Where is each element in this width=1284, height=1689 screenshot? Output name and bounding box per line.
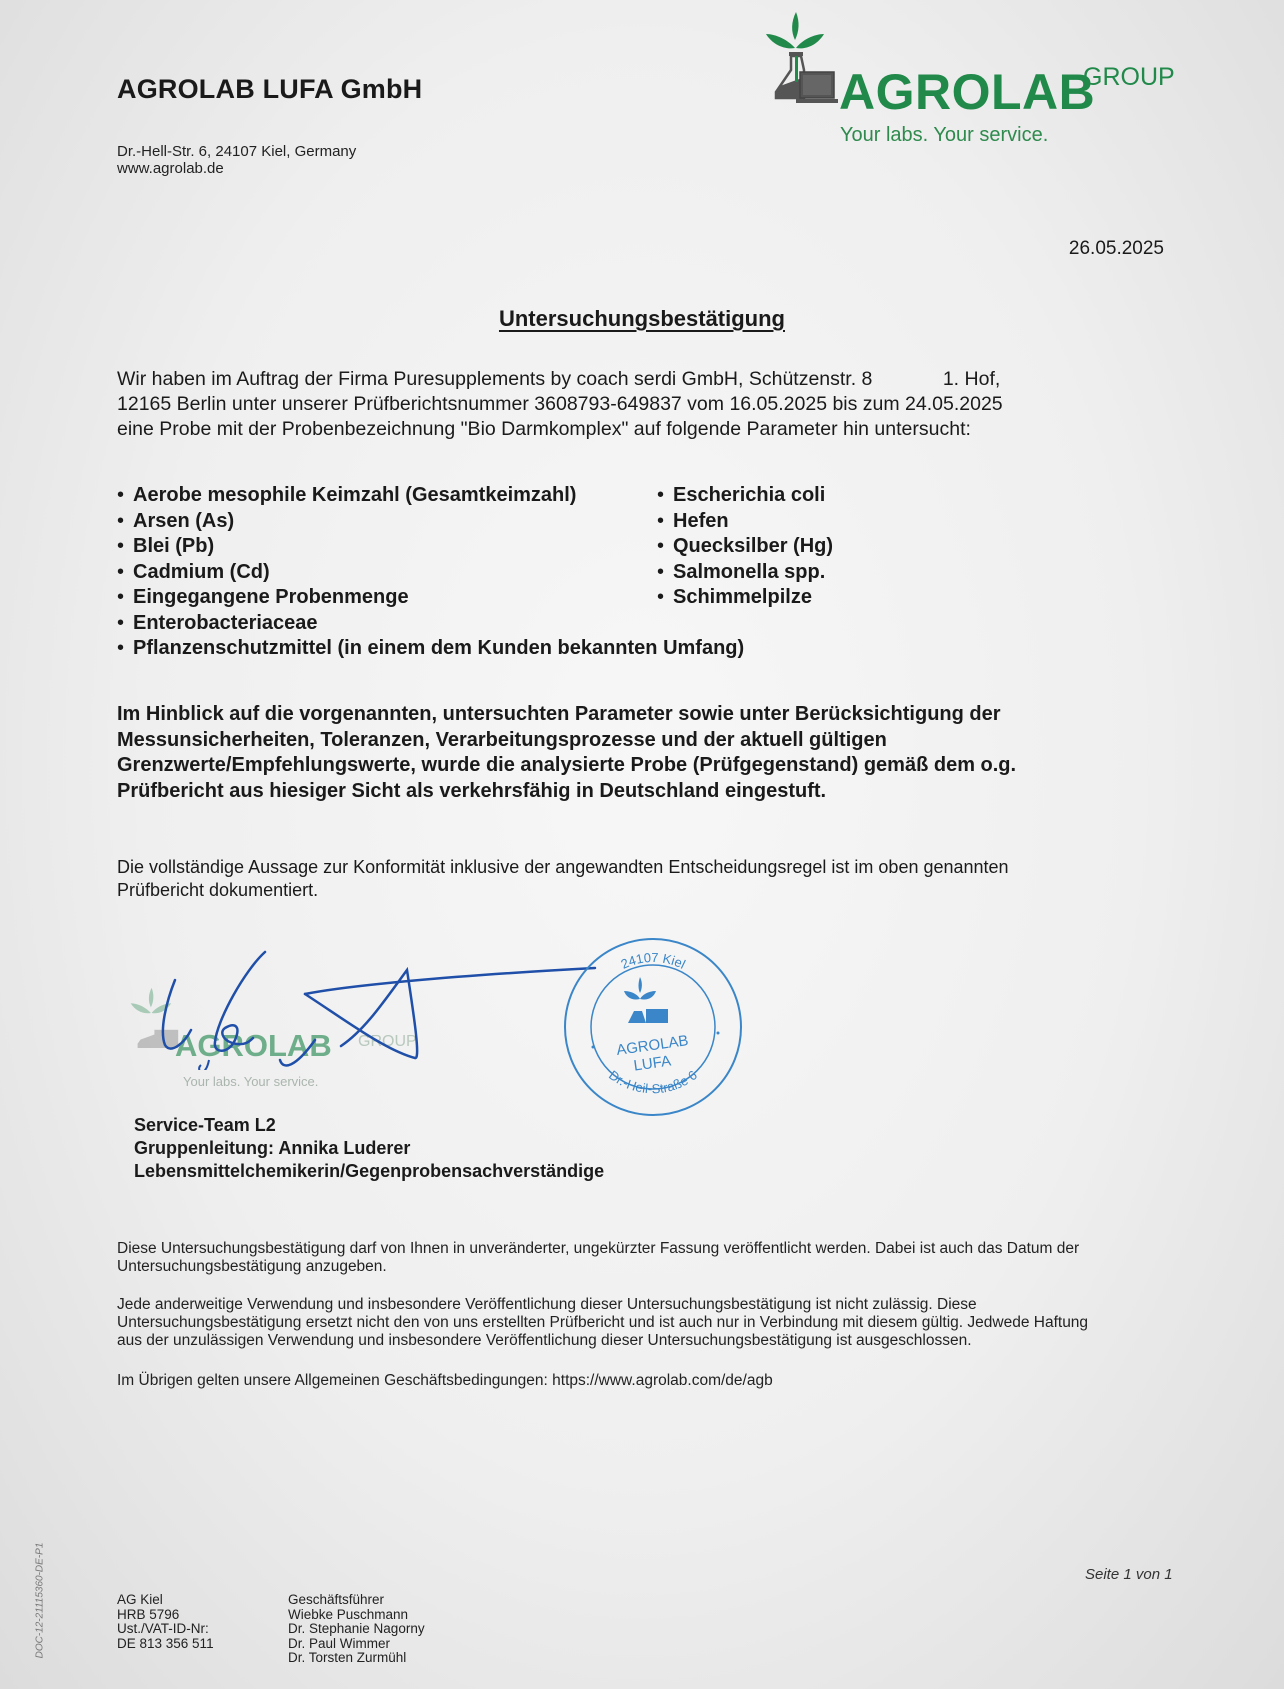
parameter-item <box>117 585 677 611</box>
stamp-top-text: 24107 Kiel <box>618 949 688 972</box>
usage-restriction-note <box>117 1296 1177 1350</box>
address-line: Dr.-Hell-Str. 6, 24107 Kiel, Germany <box>117 143 357 160</box>
signer-name: Gruppenleitung: Annika Luderer <box>134 1138 411 1158</box>
conformity-line: Prüfbericht dokumentiert. <box>117 880 319 900</box>
director-name: Dr. Torsten Zurmühl <box>288 1650 407 1665</box>
registry-line: HRB 5796 <box>117 1606 180 1622</box>
parameter-label: Quecksilber (Hg) <box>673 535 834 557</box>
director-name: Dr. Paul Wimmer <box>288 1635 391 1651</box>
bullet-icon: • <box>117 509 125 532</box>
fine-print-line: Untersuchungsbestätigung ersetzt nicht den von uns erstellten Prüfbericht und ist auch nur in Verbindung mit diesem gültig. Jedwede Haftung <box>117 1314 1089 1331</box>
parameter-label: Cadmium (Cd) <box>133 560 270 583</box>
handwritten-signature <box>145 950 605 1070</box>
parameter-item <box>117 509 677 535</box>
parameter-item <box>657 483 1017 509</box>
fine-print-line: aus der unzulässigen Verwendung und insbesondere Veröffentlichung dieser Untersuchungsbestätigung ist ausgeschlossen. <box>117 1332 972 1349</box>
parameter-label: Schimmelpilze <box>673 586 812 608</box>
bullet-icon: • <box>657 586 665 608</box>
stamp-center-line2: LUFA <box>632 1052 673 1075</box>
svg-text:24107 Kiel <box>618 950 687 972</box>
parameter-item <box>657 509 1017 535</box>
registry-line: Ust./VAT-ID-Nr: <box>117 1621 209 1636</box>
intro-line: eine Probe mit der Probenbezeichnung "Bio Darmkomplex" auf folgende Parameter hin untersucht: <box>117 418 971 440</box>
conclusion-line: Prüfbericht aus hiesiger Sicht als verkehrsfähig in Deutschland eingestuft. <box>117 779 827 802</box>
parameter-label: Eingegangene Probenmenge <box>133 586 409 608</box>
parameter-item <box>657 534 1017 560</box>
bullet-icon: • <box>657 509 665 532</box>
parameter-label: Arsen (As) <box>133 509 235 532</box>
bullet-icon: • <box>117 637 125 659</box>
directors-heading: Geschäftsführer <box>288 1592 385 1607</box>
conclusion-line: Im Hinblick auf die vorgenannten, untersuchten Parameter sowie unter Berücksichtigung der <box>117 703 1001 725</box>
faded-logo-wordmark: AGROLAB <box>175 1028 332 1063</box>
company-name: AGROLAB LUFA GmbH <box>117 74 423 104</box>
intro-line: Wir haben im Auftrag der Firma Puresupplements by coach serdi GmbH, Schützenstr. 8 1. Hof, <box>117 368 1001 390</box>
parameter-item <box>117 636 745 662</box>
publication-permission-note <box>117 1240 1177 1276</box>
registry-line: DE 813 356 511 <box>117 1635 214 1651</box>
parameter-item <box>657 585 1017 611</box>
agrolab-group-logo <box>758 8 1188 148</box>
conclusion-line: Messunsicherheiten, Toleranzen, Verarbeitungsprozesse und der aktuell gültigen <box>117 728 887 751</box>
bullet-icon: • <box>657 484 665 506</box>
managing-directors <box>288 1593 425 1666</box>
director-name: Wiebke Puschmann <box>288 1606 409 1622</box>
document-title-text: Untersuchungsbestätigung <box>498 306 785 331</box>
signer-team: Service-Team L2 <box>134 1115 276 1135</box>
logo-wordmark: AGROLAB <box>839 64 1096 120</box>
signer-block <box>134 1114 604 1183</box>
intro-paragraph <box>117 367 1167 442</box>
conclusion-line: Grenzwerte/Empfehlungswerte, wurde die analysierte Probe (Prüfgegenstand) gemäß dem o.g. <box>117 754 1017 776</box>
company-address <box>117 143 356 177</box>
fine-print-line: Untersuchungsbestätigung anzugeben. <box>117 1258 387 1275</box>
document-code: DOC-12-21115360-DE-P1 <box>34 1542 46 1659</box>
parameter-label: Escherichia coli <box>673 484 826 506</box>
logo-tagline: Your labs. Your service. <box>840 124 1049 146</box>
parameter-label: Hefen <box>673 509 729 532</box>
bullet-icon: • <box>657 560 665 583</box>
page-number: Seite 1 von 1 <box>1085 1566 1173 1583</box>
bullet-icon: • <box>117 586 125 608</box>
parameter-label: Aerobe mesophile Keimzahl (Gesamtkeimzahl) <box>133 484 577 506</box>
fine-print-line: Jede anderweitige Verwendung und insbesondere Veröffentlichung dieser Untersuchungsbestätigung ist nicht zulässig. Diese <box>117 1296 977 1313</box>
registry-line: AG Kiel <box>117 1592 163 1607</box>
fine-print-line: Diese Untersuchungsbestätigung darf von Ihnen in unveränderter, ungekürzter Fassung veröffentlicht werden. Dabei ist auch das Datum der <box>117 1240 1080 1257</box>
parameter-label: Salmonella spp. <box>673 560 826 583</box>
bullet-icon: • <box>117 484 125 506</box>
bullet-icon: • <box>657 535 665 557</box>
stamp-plant-icon <box>639 977 642 993</box>
bullet-icon: • <box>117 535 125 557</box>
parameter-item <box>117 534 677 560</box>
document-title <box>0 306 1284 332</box>
conformity-line: Die vollständige Aussage zur Konformität inklusive der angewandten Entscheidungsregel ist im oben genannten <box>117 857 1009 877</box>
director-name: Dr. Stephanie Nagorny <box>288 1621 425 1636</box>
flask-plant-laptop-icon <box>758 8 838 108</box>
parameter-label: Pflanzenschutzmittel (in einem dem Kunden bekannten Umfang) <box>133 637 745 659</box>
signer-role: Lebensmittelchemikerin/Gegenprobensachverständige <box>134 1161 605 1181</box>
company-stamp <box>558 935 748 1120</box>
stamp-bottom-text: Dr.-Heil-Straße 6 <box>606 1067 700 1097</box>
conclusion-paragraph <box>117 702 1177 804</box>
parameter-item <box>117 611 677 637</box>
document-date: 26.05.2025 <box>1068 238 1164 259</box>
conformity-note <box>117 856 1177 902</box>
bullet-icon: • <box>117 560 125 583</box>
parameter-item <box>117 483 677 509</box>
parameter-label: Enterobacteriaceae <box>133 611 318 634</box>
parameter-item <box>117 560 677 586</box>
website-link[interactable]: www.agrolab.de <box>117 160 224 177</box>
faded-logo-tagline: Your labs. Your service. <box>183 1074 319 1089</box>
parameter-list-right <box>657 483 1017 611</box>
bullet-icon: • <box>117 611 125 634</box>
logo-group-label: GROUP <box>1083 63 1175 91</box>
intro-line: 12165 Berlin unter unserer Prüfberichtsnummer 3608793-649837 vom 16.05.2025 bis zum 24.05.2025 <box>117 393 1003 415</box>
faded-logo-group: GROUP <box>358 1033 417 1050</box>
parameter-item <box>657 560 1017 586</box>
stamp-graphic <box>558 935 748 1120</box>
parameter-label: Blei (Pb) <box>133 535 215 557</box>
agb-note: Im Übrigen gelten unsere Allgemeinen Geschäftsbedingungen: https://www.agrolab.com/de/agb <box>117 1372 773 1389</box>
stamp-center-line1: AGROLAB <box>615 1032 690 1060</box>
company-registry <box>117 1593 214 1651</box>
